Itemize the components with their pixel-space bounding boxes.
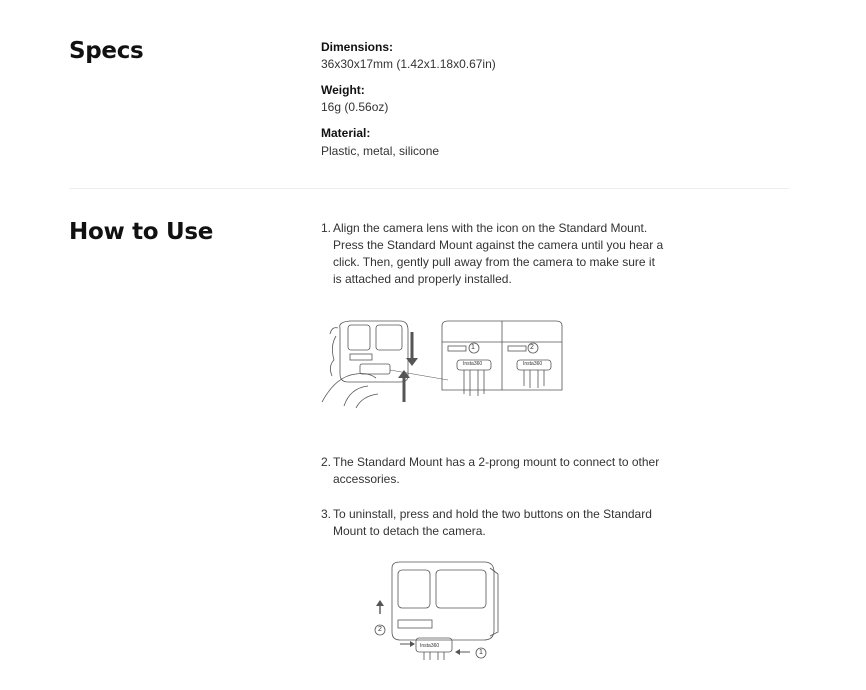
weight-value: 16g (0.56oz) (321, 100, 389, 114)
section-divider (69, 188, 789, 189)
step-2 (321, 454, 671, 488)
how-to-use-heading: How to Use (69, 219, 214, 245)
step-number: 3. (321, 507, 332, 521)
mount-logo-text: Insta360 (420, 643, 440, 649)
dimensions-label: Dimensions: (321, 40, 394, 54)
step-line: Align the camera lens with the icon on the Standard Mount. (333, 221, 648, 235)
step-line: accessories. (333, 472, 400, 486)
step-line: Press the Standard Mount against the camera until you hear a (333, 238, 664, 252)
step-line: click. Then, gently pull away from the camera to make sure it (333, 255, 655, 269)
step-line: The Standard Mount has a 2-prong mount to connect to other (333, 455, 660, 469)
step-number: 1. (321, 221, 332, 235)
weight-label: Weight: (321, 83, 365, 97)
callout-1: 1 (471, 344, 475, 351)
step-line: To uninstall, press and hold the two buttons on the Standard (333, 507, 652, 521)
callout-2: 2 (378, 626, 382, 633)
step-3 (321, 506, 671, 540)
material-value: Plastic, metal, silicone (321, 144, 440, 158)
step-number: 2. (321, 455, 332, 469)
specs-heading: Specs (69, 38, 144, 64)
step-line: Mount to detach the camera. (333, 524, 486, 538)
dimensions-value: 36x30x17mm (1.42x1.18x0.67in) (321, 57, 496, 71)
callout-2: 2 (530, 344, 534, 351)
material-label: Material: (321, 126, 371, 140)
mount-logo-text: Insta360 (463, 361, 483, 367)
step-1 (321, 220, 671, 288)
mount-logo-text: Insta360 (523, 361, 543, 367)
step-line: is attached and properly installed. (333, 272, 512, 286)
callout-1: 1 (479, 649, 483, 656)
